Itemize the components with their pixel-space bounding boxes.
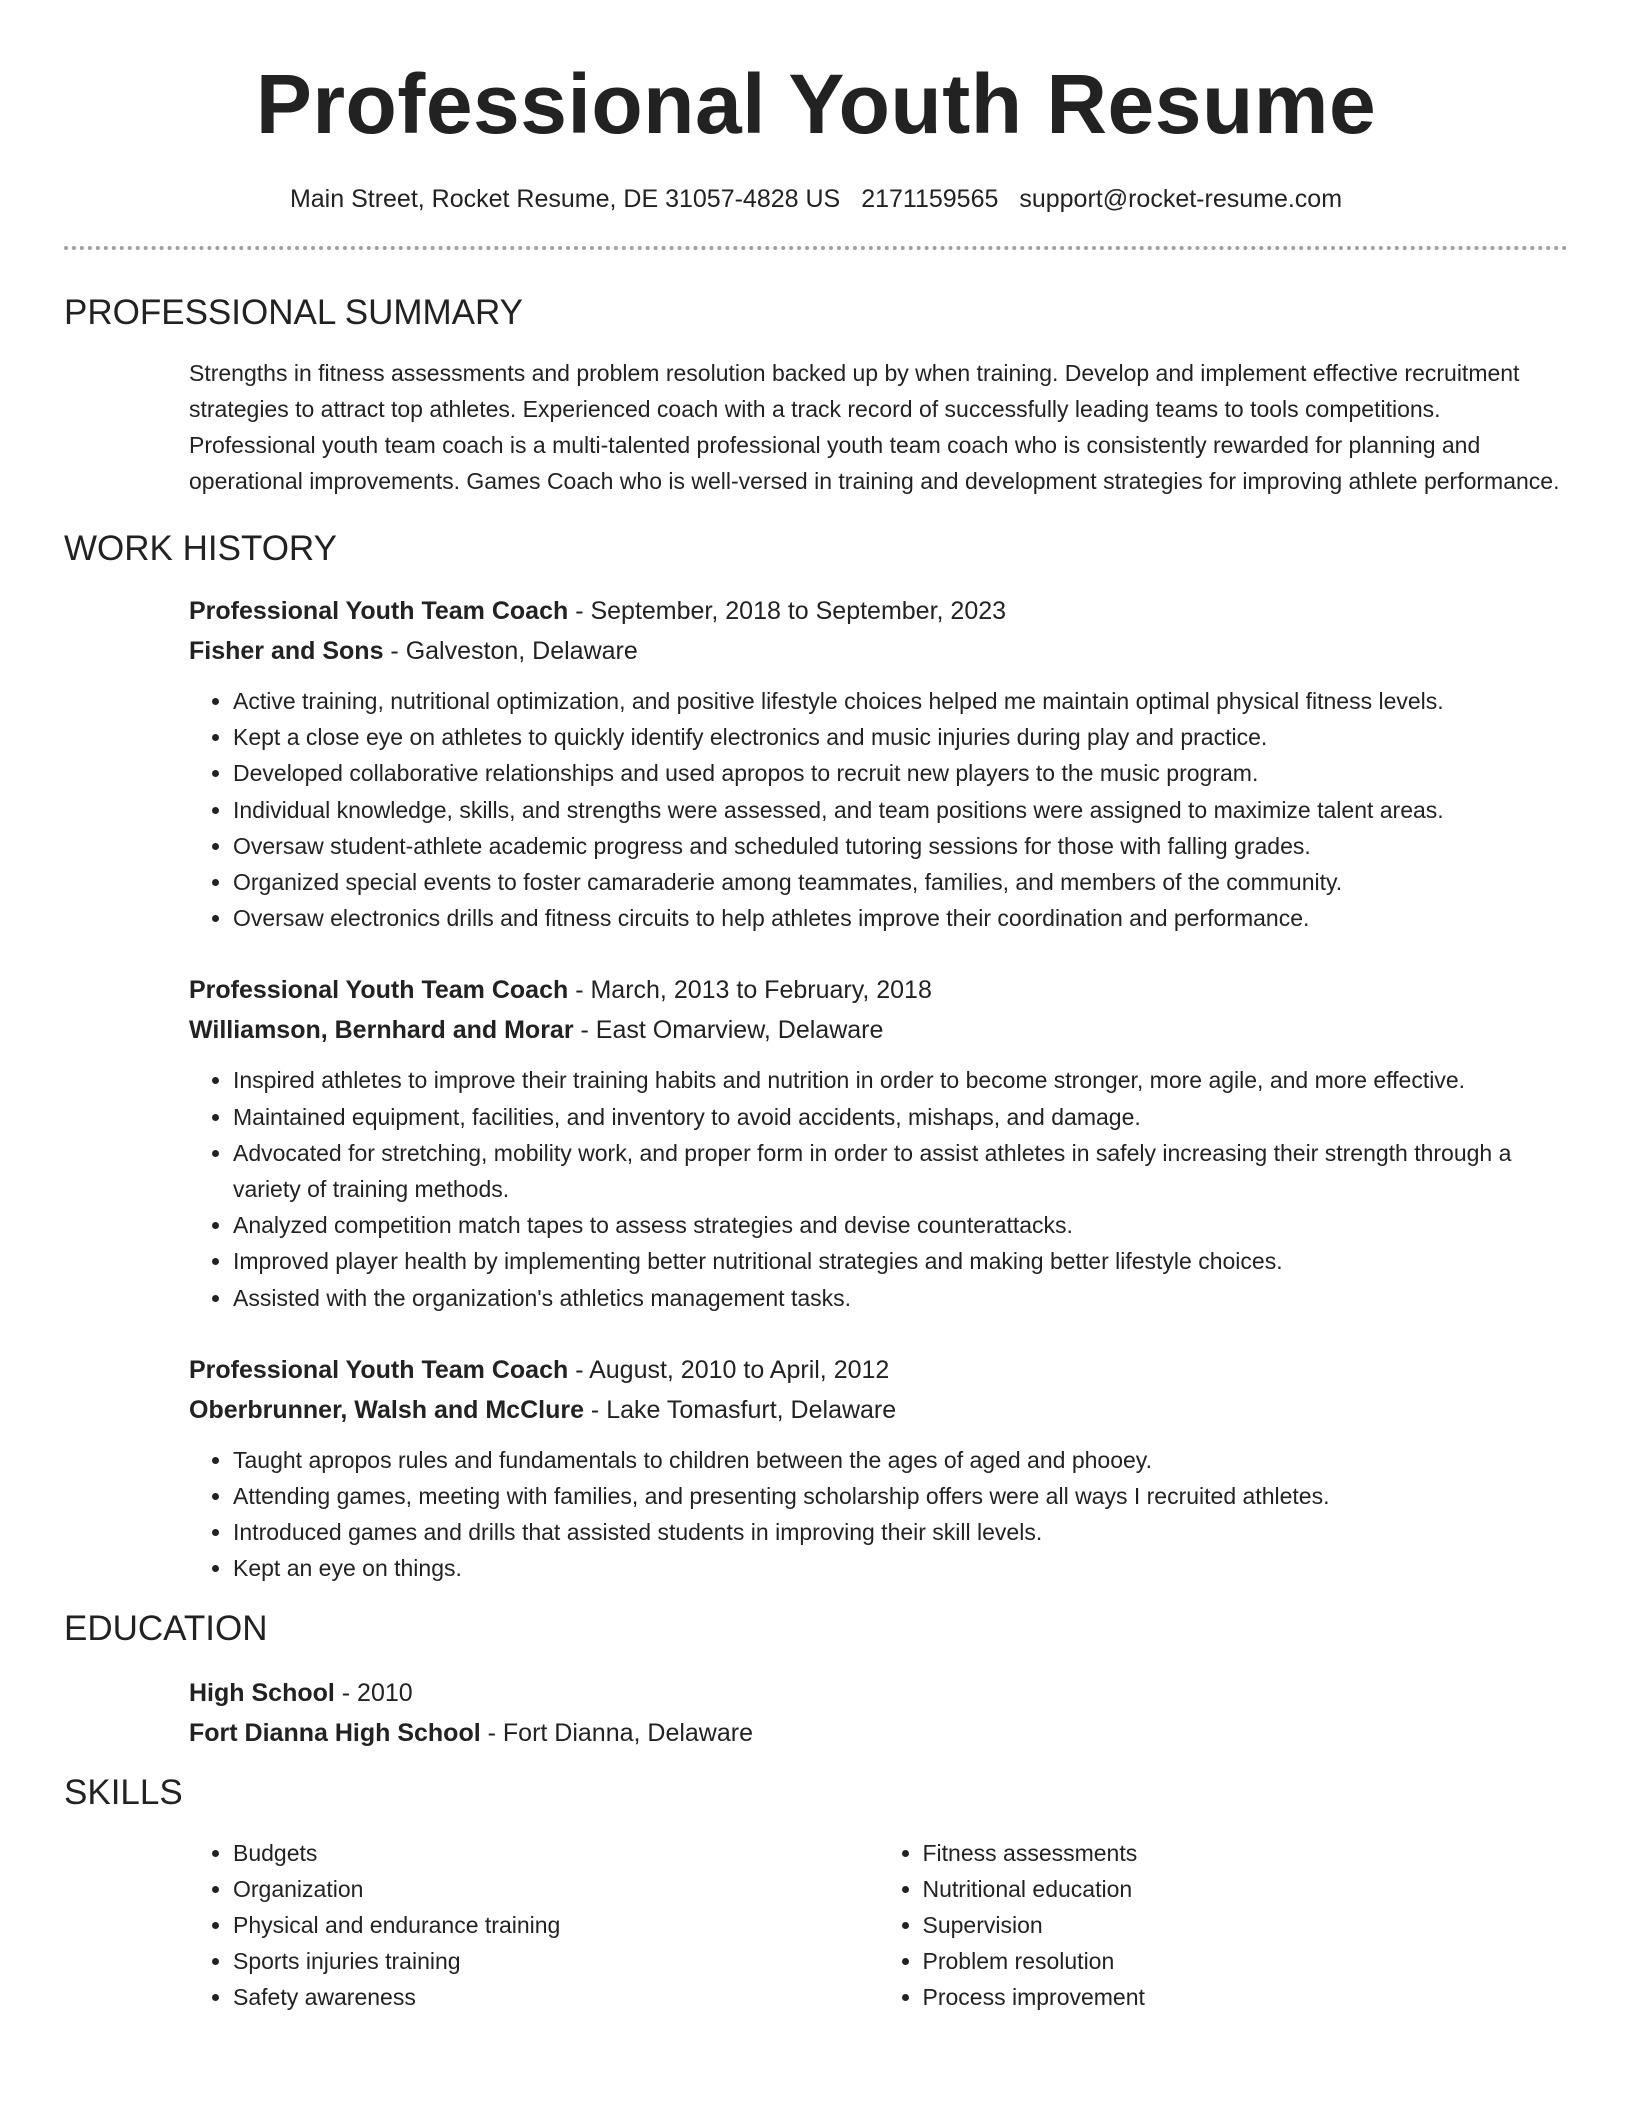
skill-item: • Safety awareness xyxy=(233,1979,879,2015)
section-title-education: EDUCATION xyxy=(64,1608,268,1648)
education-degree-line xyxy=(189,1673,1568,1713)
skills-list-right xyxy=(879,1835,1569,2015)
job-dates: - September, 2018 to September, 2023 xyxy=(568,597,1007,625)
job-role: Professional Youth Team Coach xyxy=(189,1355,569,1384)
job-title-line xyxy=(189,970,1568,1010)
header-divider xyxy=(64,246,1568,250)
list-item: • Inspired athletes to improve their training habits and nutrition in order to become stronger, more agile, and more effective. xyxy=(233,1062,1568,1098)
list-item: • Active training, nutritional optimization, and positive lifestyle choices helped me maintain optimal physical fitness levels. xyxy=(233,683,1568,719)
job-entry xyxy=(189,1350,1568,1587)
list-item: • Advocated for stretching, mobility work, and proper form in order to assist athletes in safely increasing their strength through a variety of training methods. xyxy=(233,1135,1568,1207)
job-entry xyxy=(189,591,1568,936)
job-title-line xyxy=(189,1350,1568,1390)
education-school: Fort Dianna High School xyxy=(189,1718,481,1747)
list-item: • Improved player health by implementing better nutritional strategies and making better lifestyle choices. xyxy=(233,1243,1568,1279)
job-company-line xyxy=(189,1010,1568,1050)
job-company-line xyxy=(189,1390,1568,1430)
education-year: - 2010 xyxy=(334,1678,413,1707)
job-company: Fisher and Sons xyxy=(189,637,384,665)
list-item: • Oversaw electronics drills and fitness circuits to help athletes improve their coordination and performance. xyxy=(233,900,1568,936)
job-dates: - August, 2010 to April, 2012 xyxy=(568,1355,890,1384)
summary-text: Strengths in fitness assessments and problem resolution backed up by when training. Develop and implement effective recruitment strategies to attract top athletes. Experienced coach with a track record of successfully leading teams to tools competitions. Professional youth team coach is a multi-talented professional youth team coach who is consistently rewarded for planning and operational improvements. Games Coach who is well-versed in training and development strategies for improving athlete performance. xyxy=(189,360,1560,494)
list-item: • Kept an eye on things. xyxy=(233,1550,1568,1586)
job-location: - East Omarview, Delaware xyxy=(573,1016,884,1045)
contact-phone: 2171159565 xyxy=(861,185,999,213)
list-item: • Oversaw student-athlete academic progress and scheduled tutoring sessions for those with falling grades. xyxy=(233,828,1568,864)
list-item: • Attending games, meeting with families, and presenting scholarship offers were all ways I recruited athletes. xyxy=(233,1478,1568,1514)
job-entry xyxy=(189,970,1568,1315)
list-item: • Individual knowledge, skills, and strengths were assessed, and team positions were assigned to maximize talent areas. xyxy=(233,792,1568,828)
work-history-section xyxy=(189,591,1568,1587)
contact-address: Main Street, Rocket Resume, DE 31057-4828 US xyxy=(289,185,841,213)
job-role: Professional Youth Team Coach xyxy=(189,597,569,625)
skill-item: • Organization xyxy=(233,1871,879,1907)
list-item: • Organized special events to foster camaraderie among teammates, families, and members of the community. xyxy=(233,864,1568,900)
section-title-skills: SKILLS xyxy=(64,1772,183,1812)
list-item: • Kept a close eye on athletes to quickly identify electronics and music injuries during play and practice. xyxy=(233,719,1568,755)
skill-item: • Supervision xyxy=(923,1907,1569,1943)
job-role: Professional Youth Team Coach xyxy=(189,976,569,1005)
job-title-line xyxy=(189,591,1568,631)
skill-item: • Nutritional education xyxy=(923,1871,1569,1907)
job-location: - Galveston, Delaware xyxy=(383,637,638,665)
skill-item: • Sports injuries training xyxy=(233,1943,879,1979)
job-company: Williamson, Bernhard and Morar xyxy=(189,1016,574,1045)
education-section xyxy=(189,1673,1568,1753)
list-item: • Analyzed competition match tapes to assess strategies and devise counterattacks. xyxy=(233,1207,1568,1243)
job-company: Oberbrunner, Walsh and McClure xyxy=(189,1395,584,1424)
skills-section xyxy=(189,1835,1568,2015)
job-company-line xyxy=(189,631,1568,671)
skill-item: • Fitness assessments xyxy=(923,1835,1569,1871)
education-school-line xyxy=(189,1713,1568,1753)
skill-item: • Physical and endurance training xyxy=(233,1907,879,1943)
skill-item: • Problem resolution xyxy=(923,1943,1569,1979)
list-item: • Assisted with the organization's athletics management tasks. xyxy=(233,1280,1568,1316)
job-bullets xyxy=(189,1442,1568,1587)
contact-email: support@rocket-resume.com xyxy=(1019,185,1343,213)
list-item: • Maintained equipment, facilities, and inventory to avoid accidents, mishaps, and damage. xyxy=(233,1099,1568,1135)
section-title-summary: PROFESSIONAL SUMMARY xyxy=(64,293,523,332)
summary-section xyxy=(189,355,1568,499)
list-item: • Taught apropos rules and fundamentals to children between the ages of aged and phooey. xyxy=(233,1442,1568,1478)
list-item: • Developed collaborative relationships and used apropos to recruit new players to the music program. xyxy=(233,755,1568,791)
contact-line xyxy=(64,184,1568,214)
job-bullets xyxy=(189,1062,1568,1315)
education-location: - Fort Dianna, Delaware xyxy=(480,1718,753,1747)
section-title-work-history: WORK HISTORY xyxy=(64,529,337,568)
skills-list-left xyxy=(189,1835,879,2015)
resume-name: Professional Youth Resume xyxy=(255,57,1377,151)
list-item: • Introduced games and drills that assisted students in improving their skill levels. xyxy=(233,1514,1568,1550)
education-degree: High School xyxy=(189,1678,335,1707)
skill-item: • Budgets xyxy=(233,1835,879,1871)
skill-item: • Process improvement xyxy=(923,1979,1569,2015)
job-bullets xyxy=(189,683,1568,936)
job-location: - Lake Tomasfurt, Delaware xyxy=(583,1395,897,1424)
job-dates: - March, 2013 to February, 2018 xyxy=(568,976,932,1005)
